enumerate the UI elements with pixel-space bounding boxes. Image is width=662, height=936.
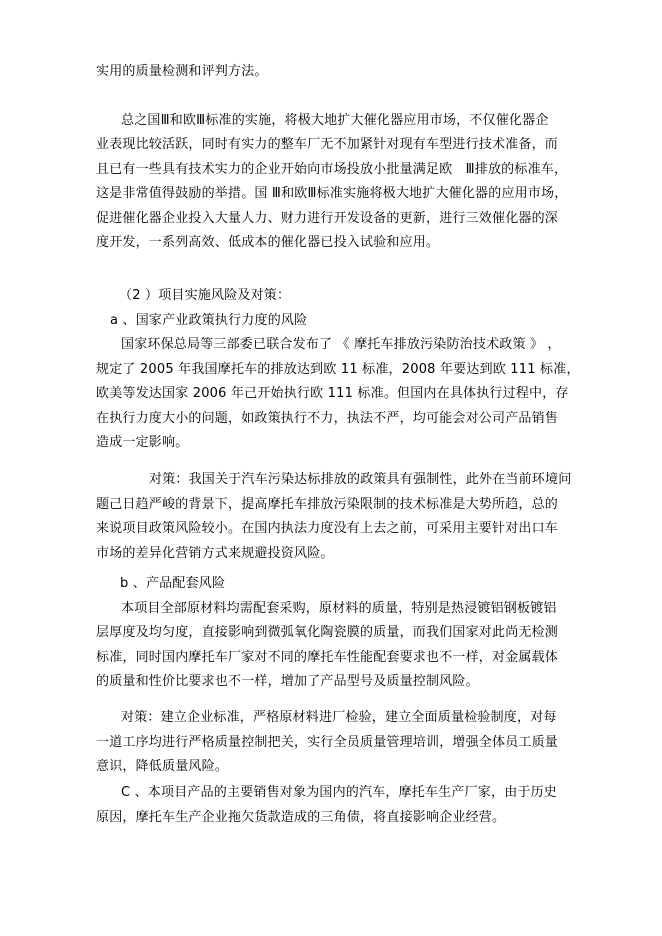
subsection-heading: a 、国家产业政策执行力度的风险	[110, 313, 308, 328]
text-line: 总之国Ⅲ和欧Ⅲ标准的实施，将极大地扩大催化器应用市场，不仅催化器企	[121, 113, 549, 128]
text-line: 在执行力度大小的问题，如政策执行不力，执法不严，均可能会对公司产品销售	[96, 411, 559, 426]
text-line: 实用的质量检测和评判方法。	[96, 64, 268, 79]
text-line: 意识，降低质量风险。	[96, 759, 229, 774]
text-line: 来说项目政策风险较小。在国内执法力度没有上去之前，可采用主要针对出口车	[96, 521, 559, 536]
text-line: 欧美等发达国家 2006 年己开始执行欧 111 标准。但国内在具体执行过程中，存	[96, 386, 569, 401]
text-line: 且已有一些具有技术实力的企业开始向市场投放小批量满足欧 Ⅲ排放的标准车，	[96, 162, 568, 177]
text-line: 标准，同时国内摩托车厂家对不同的摩托车性能配套要求也不一样，对金属载体	[96, 650, 559, 665]
text-line: 度开发，一系列高效、低成本的催化器已投入试验和应用。	[96, 235, 440, 250]
text-line: 对策：我国关于汽车污染达标排放的政策具有强制性，此外在当前环境问	[149, 472, 572, 487]
text-line: 市场的差异化营销方式来规避投资风险。	[96, 546, 334, 561]
text-line: 的质量和性价比要求也不一样，增加了产品型号及质量控制风险。	[96, 674, 479, 689]
text-line: 原因，摩托车生产企业拖欠货款造成的三角债，将直接影响企业经营。	[96, 810, 506, 825]
text-line: 业表现比较活跃，同时有实力的整车厂无不加紧针对现有车型进行技术准备，而	[96, 137, 559, 152]
text-line: 规定了 2005 年我国摩托车的排放达到欧 11 标准，2008 年要达到欧 111 标准，	[96, 362, 580, 377]
text-line: 造成一定影响。	[96, 435, 189, 450]
section-heading: （2 ）项目实施风险及对策：	[119, 288, 291, 303]
text-line: 层厚度及均匀度，直接影响到微弧氧化陶瓷膜的质量，而我们国家对此尚无检测	[96, 625, 559, 640]
text-line: 国家环保总局等三部委已联合发布了 《 摩托车排放污染防治技术政策 》 ，	[121, 337, 561, 352]
text-line: C 、本项目产品的主要销售对象为国内的汽车，摩托车生产厂家，由于历史	[121, 785, 558, 800]
text-line: 这是非常值得鼓励的举措。国 Ⅲ和欧Ⅲ标准实施将极大地扩大催化器的应用市场，	[96, 186, 568, 201]
text-line: 一道工序均进行严格质量控制把关，实行全员质量管理培训，增强全体员工质量	[96, 735, 559, 750]
text-line: 对策：建立企业标准，严格原材料进厂检验，建立全面质量检验制度，对每	[121, 710, 557, 725]
text-line: 题己日趋严峻的背景下，提高摩托车排放污染限制的技术标准是大势所趋，总的	[96, 497, 559, 512]
text-line: 本项目全部原材料均需配套采购，原材料的质量，特别是热浸镀铝钢板镀铝	[121, 601, 557, 616]
text-line: 促进催化器企业投入大量人力、财力进行开发设备的更新，进行三效催化器的深	[96, 211, 559, 226]
subsection-heading: b 、产品配套风险	[120, 576, 226, 591]
